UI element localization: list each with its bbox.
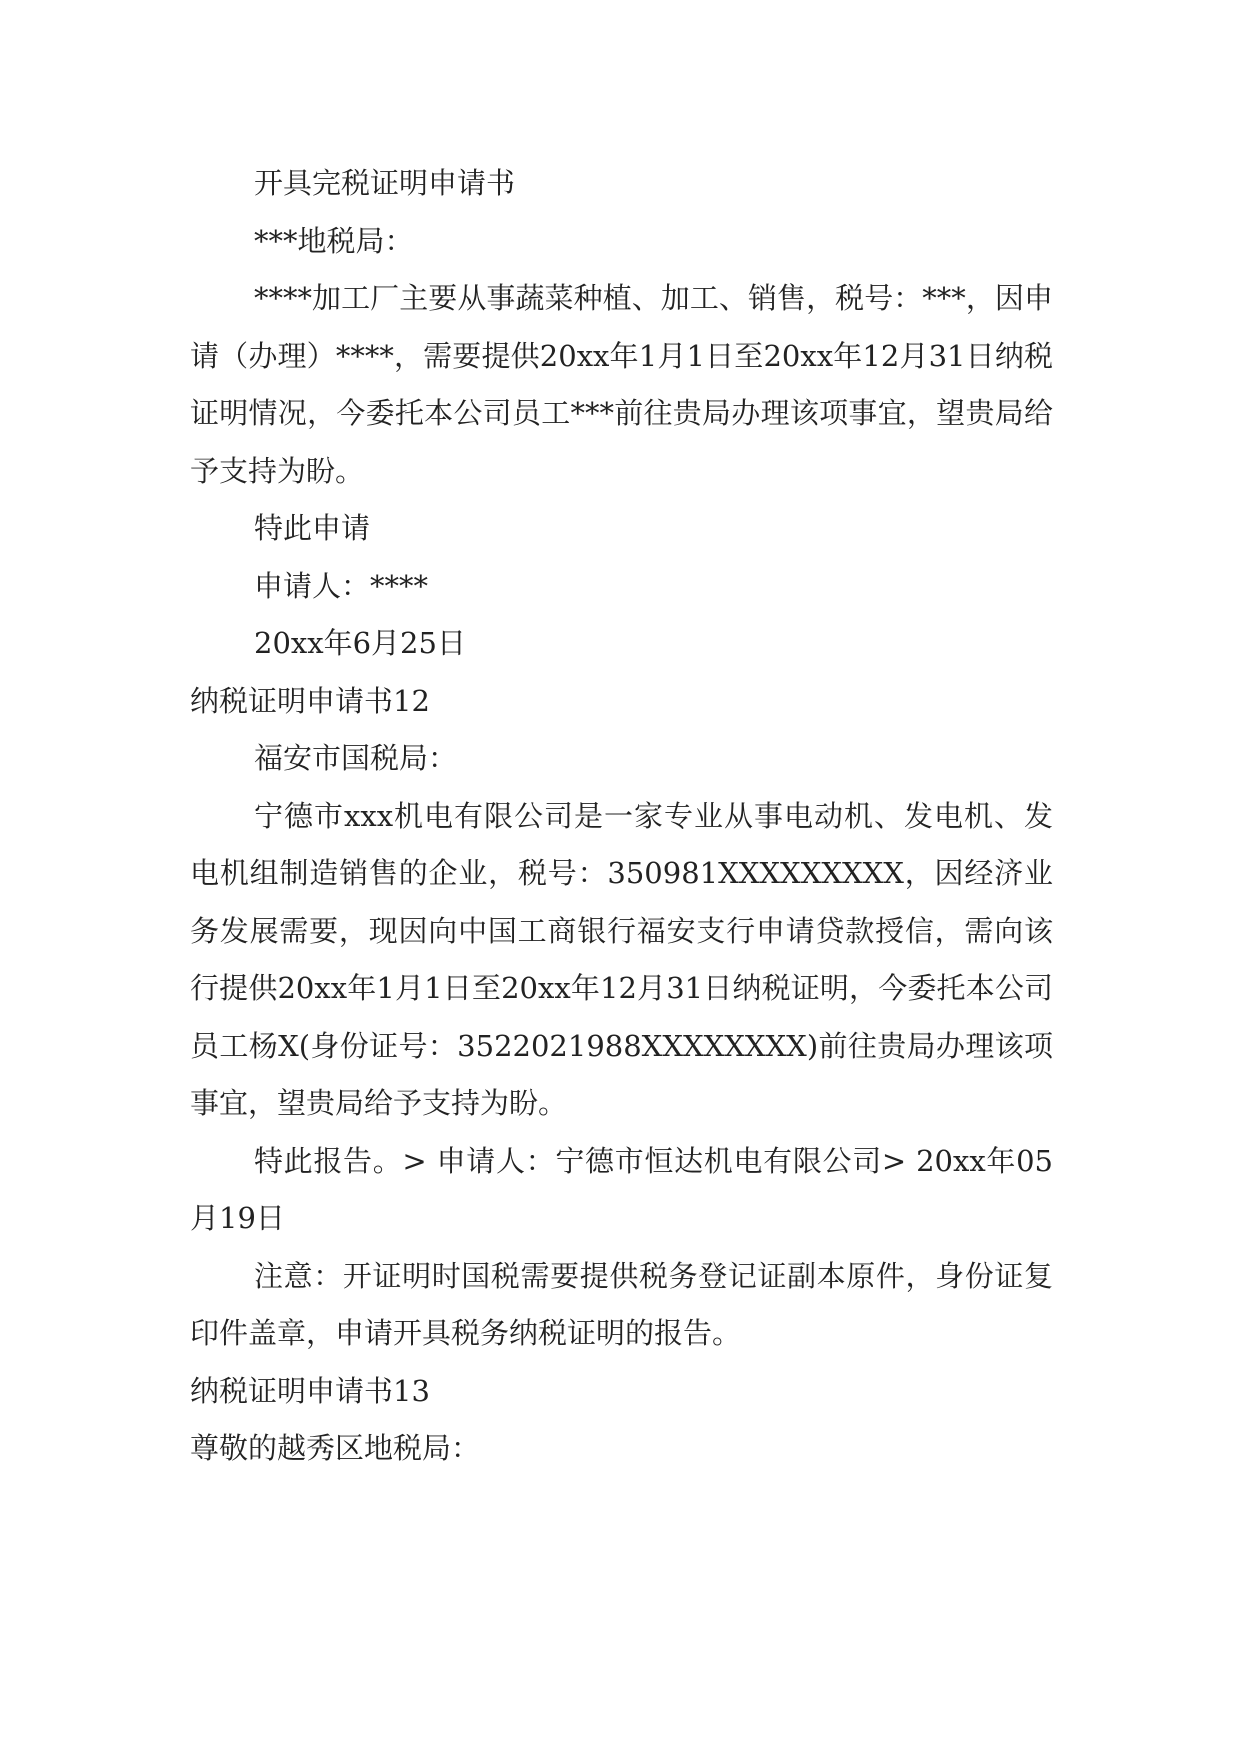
applicant-line: 申请人：**** — [254, 568, 429, 603]
body-paragraph: 宁德市xxx机电有限公司是一家专业从事电动机、发电机、发电机组制造销售的企业，税号：350981XXXXXXXXX，因经济业务发展需要，现因向中国工商银行福安支行申请贷款授信，需向该行提供20xx年1月1日至20xx年12月31日纳税证明，今委托本公司员工杨X(身份证号：3522021988XXXXXXXX)前往贵局办理该项事宜，望贵局给予支持为盼。 — [190, 798, 1053, 1120]
addressee-line: 福安市国税局： — [254, 741, 458, 775]
document-page — [190, 155, 1053, 1478]
note-paragraph: 注意：开证明时国税需要提供税务登记证副本原件，身份证复印件盖章，申请开具税务纳税证明的报告。 — [190, 1258, 1053, 1350]
closing-line: 特此申请 — [254, 511, 371, 545]
body-paragraph: ****加工厂主要从事蔬菜种植、加工、销售，税号：***，因申请（办理）****，需要提供20xx年1月1日至20xx年12月31日纳税证明情况，今委托本公司员工***前往贵局办理该项事宜，望贵局给予支持为盼。 — [190, 281, 1053, 488]
section-heading: 纳税证明申请书13 — [190, 1373, 430, 1408]
document-title: 开具完税证明申请书 — [254, 166, 516, 200]
addressee-line: 尊敬的越秀区地税局： — [190, 1431, 481, 1465]
closing-line: 特此报告。> 申请人：宁德市恒达机电有限公司> 20xx年05月19日 — [190, 1143, 1053, 1235]
addressee-line: ***地税局： — [254, 223, 414, 258]
section-heading: 纳税证明申请书12 — [190, 683, 430, 718]
date-line: 20xx年6月25日 — [254, 626, 466, 660]
